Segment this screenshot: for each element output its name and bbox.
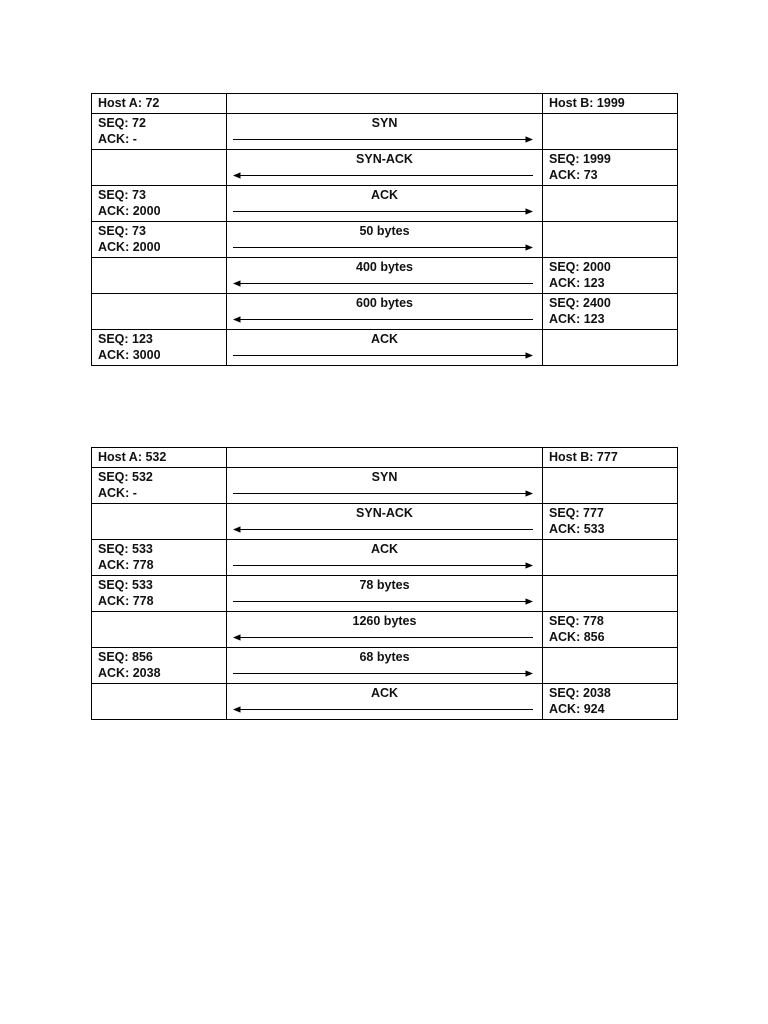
- arrow-left-icon: [233, 705, 533, 714]
- host-b-cell: [543, 612, 678, 648]
- message-row: [92, 186, 678, 222]
- host-b-cell: [543, 222, 678, 258]
- host-b-ack: ACK: 856: [549, 630, 605, 644]
- message-row: [92, 576, 678, 612]
- message-cell: [227, 114, 543, 150]
- message-cell: [227, 576, 543, 612]
- host-b-cell: [543, 540, 678, 576]
- message-cell: [227, 330, 543, 366]
- message-label: SYN-ACK: [356, 506, 413, 520]
- host-b-cell: [543, 114, 678, 150]
- arrow-right-icon: [233, 597, 533, 606]
- message-cell: [227, 222, 543, 258]
- host-a-seq: SEQ: 533: [98, 542, 153, 556]
- message-row: [92, 222, 678, 258]
- host-b-seq: SEQ: 2000: [549, 260, 611, 274]
- arrow-left-icon: [233, 525, 533, 534]
- message-cell: [227, 648, 543, 684]
- message-cell: [227, 258, 543, 294]
- host-a-ack: ACK: 2038: [98, 666, 161, 680]
- arrow-right-icon: [233, 351, 533, 360]
- host-b-seq: SEQ: 778: [549, 614, 604, 628]
- arrowhead-icon: [233, 634, 241, 640]
- message-label: ACK: [370, 542, 399, 556]
- message-row: [92, 258, 678, 294]
- message-row: [92, 540, 678, 576]
- arrow-right-icon: [233, 243, 533, 252]
- host-a-seq: SEQ: 72: [98, 116, 146, 130]
- arrowhead-icon: [526, 490, 534, 496]
- host-a-seq: SEQ: 123: [98, 332, 153, 346]
- host-a-cell: [92, 186, 227, 222]
- host-a-ack: ACK: 2000: [98, 204, 161, 218]
- message-cell: [227, 150, 543, 186]
- host-a-ack: ACK: 778: [98, 558, 154, 572]
- host-b-cell: [543, 576, 678, 612]
- host-b-ack: ACK: 123: [549, 276, 605, 290]
- arrow-left-icon: [233, 705, 533, 714]
- host-a-ack: ACK: 3000: [98, 348, 161, 362]
- host-b-cell: [543, 258, 678, 294]
- message-label: 400 bytes: [356, 260, 413, 274]
- arrow-right-icon: [233, 561, 533, 570]
- arrowhead-icon: [233, 172, 241, 178]
- message-row: [92, 468, 678, 504]
- arrow-left-icon: [233, 279, 533, 288]
- host-a-header: [92, 94, 227, 114]
- message-cell: [227, 612, 543, 648]
- tcp-sequence-table-1: [91, 93, 678, 366]
- arrow-right-icon: [233, 669, 533, 678]
- host-b-cell: [543, 186, 678, 222]
- arrowhead-icon: [233, 706, 241, 712]
- table-header-row: [92, 448, 678, 468]
- host-a-cell: [92, 684, 227, 720]
- host-a-ack: ACK: 778: [98, 594, 154, 608]
- host-a-seq: SEQ: 533: [98, 578, 153, 592]
- host-a-header: [92, 448, 227, 468]
- host-b-cell: [543, 150, 678, 186]
- host-a-cell: [92, 648, 227, 684]
- arrowhead-icon: [526, 244, 534, 250]
- arrowhead-icon: [526, 670, 534, 676]
- table-header-row: [92, 94, 678, 114]
- host-a-seq: SEQ: 856: [98, 650, 153, 664]
- message-label: ACK: [370, 332, 399, 346]
- arrowhead-icon: [526, 136, 534, 142]
- host-b-seq: SEQ: 2400: [549, 296, 611, 310]
- message-label: 50 bytes: [359, 224, 410, 238]
- arrow-right-icon: [233, 135, 533, 144]
- message-cell: [227, 504, 543, 540]
- host-b-header: [543, 94, 678, 114]
- host-a-cell: [92, 576, 227, 612]
- message-row: [92, 612, 678, 648]
- message-row: [92, 684, 678, 720]
- host-b-ack: ACK: 924: [549, 702, 605, 716]
- host-b-seq: SEQ: 777: [549, 506, 604, 520]
- message-row: [92, 648, 678, 684]
- message-row: [92, 330, 678, 366]
- arrowhead-icon: [526, 598, 534, 604]
- arrowhead-icon: [233, 280, 241, 286]
- arrow-right-icon: [233, 597, 533, 606]
- table-body: [92, 94, 678, 366]
- message-label: 1260 bytes: [352, 614, 417, 628]
- arrow-left-icon: [233, 633, 533, 642]
- arrow-left-icon: [233, 633, 533, 642]
- host-a-cell: [92, 330, 227, 366]
- arrowhead-icon: [526, 352, 534, 358]
- arrow-right-icon: [233, 207, 533, 216]
- host-a-ack: ACK: -: [98, 486, 137, 500]
- message-label: ACK: [370, 686, 399, 700]
- arrowhead-icon: [233, 316, 241, 322]
- message-cell: [227, 540, 543, 576]
- message-label: 78 bytes: [359, 578, 410, 592]
- host-b-cell: [543, 504, 678, 540]
- host-a-label: Host A: 72: [98, 96, 160, 110]
- host-b-header: [543, 448, 678, 468]
- host-a-cell: [92, 150, 227, 186]
- host-b-ack: ACK: 533: [549, 522, 605, 536]
- arrow-right-icon: [233, 489, 533, 498]
- arrowhead-icon: [233, 526, 241, 532]
- host-a-ack: ACK: 2000: [98, 240, 161, 254]
- arrow-right-icon: [233, 561, 533, 570]
- message-cell: [227, 186, 543, 222]
- message-label: ACK: [370, 188, 399, 202]
- message-row: [92, 150, 678, 186]
- table-body: [92, 448, 678, 720]
- arrow-left-icon: [233, 525, 533, 534]
- arrow-left-icon: [233, 171, 533, 180]
- arrow-left-icon: [233, 315, 533, 324]
- arrowhead-icon: [526, 208, 534, 214]
- host-a-cell: [92, 258, 227, 294]
- arrow-left-icon: [233, 315, 533, 324]
- message-cell: [227, 468, 543, 504]
- host-b-label: Host B: 1999: [549, 96, 625, 110]
- message-label: SYN-ACK: [356, 152, 413, 166]
- host-a-cell: [92, 540, 227, 576]
- host-b-cell: [543, 684, 678, 720]
- message-row: [92, 294, 678, 330]
- host-b-seq: SEQ: 2038: [549, 686, 611, 700]
- host-b-label: Host B: 777: [549, 450, 618, 464]
- message-cell: [227, 294, 543, 330]
- host-b-cell: [543, 330, 678, 366]
- host-a-cell: [92, 114, 227, 150]
- message-cell: [227, 684, 543, 720]
- host-a-cell: [92, 612, 227, 648]
- arrow-left-icon: [233, 279, 533, 288]
- host-a-cell: [92, 504, 227, 540]
- host-a-seq: SEQ: 73: [98, 224, 146, 238]
- host-a-seq: SEQ: 73: [98, 188, 146, 202]
- host-a-cell: [92, 222, 227, 258]
- host-b-ack: ACK: 73: [549, 168, 598, 182]
- message-row: [92, 504, 678, 540]
- message-label: SYN: [371, 116, 398, 130]
- host-b-cell: [543, 468, 678, 504]
- host-b-cell: [543, 648, 678, 684]
- tcp-sequence-table-2: [91, 447, 678, 720]
- arrow-right-icon: [233, 351, 533, 360]
- header-blank-cell: [227, 94, 543, 114]
- arrow-right-icon: [233, 135, 533, 144]
- host-a-label: Host A: 532: [98, 450, 167, 464]
- host-a-seq: SEQ: 532: [98, 470, 153, 484]
- arrow-right-icon: [233, 243, 533, 252]
- host-b-cell: [543, 294, 678, 330]
- host-a-cell: [92, 294, 227, 330]
- message-label: 68 bytes: [359, 650, 410, 664]
- header-blank-cell: [227, 448, 543, 468]
- message-label: 600 bytes: [356, 296, 413, 310]
- message-row: [92, 114, 678, 150]
- host-a-ack: ACK: -: [98, 132, 137, 146]
- arrowhead-icon: [526, 562, 534, 568]
- host-b-seq: SEQ: 1999: [549, 152, 611, 166]
- message-label: SYN: [371, 470, 398, 484]
- arrow-right-icon: [233, 669, 533, 678]
- host-b-ack: ACK: 123: [549, 312, 605, 326]
- arrow-right-icon: [233, 489, 533, 498]
- host-a-cell: [92, 468, 227, 504]
- arrow-left-icon: [233, 171, 533, 180]
- arrow-right-icon: [233, 207, 533, 216]
